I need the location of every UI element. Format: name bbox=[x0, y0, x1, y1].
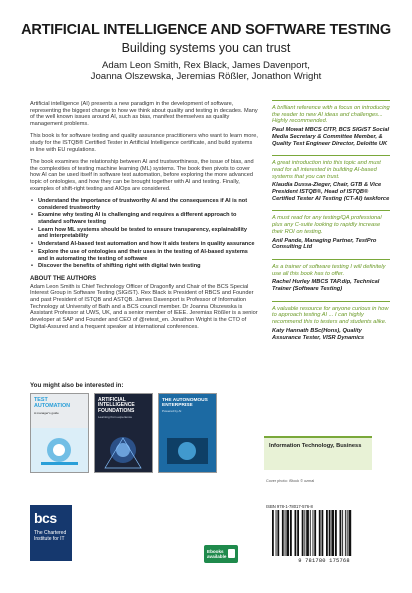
barcode-bar bbox=[272, 510, 274, 556]
divider bbox=[272, 259, 390, 260]
divider bbox=[272, 155, 390, 156]
barcode-bar bbox=[347, 510, 348, 556]
barcode-bar bbox=[342, 510, 343, 556]
barcode-bar bbox=[331, 510, 334, 556]
divider bbox=[272, 210, 390, 211]
barcode-bar bbox=[297, 510, 299, 556]
feature-item: • Understand AI-based test automation and how it aids testers in quality assurance bbox=[38, 241, 258, 248]
related-book-title: TEST AUTOMATION bbox=[34, 397, 71, 409]
related-book-title: THE AUTONOMOUS ENTERPRISE bbox=[162, 398, 208, 409]
barcode-bar bbox=[285, 510, 286, 556]
cover-artwork bbox=[95, 428, 152, 472]
divider bbox=[272, 301, 390, 302]
ebook-reader-icon bbox=[228, 549, 235, 558]
ebooks-available-badge[interactable] bbox=[204, 545, 238, 563]
feature-list bbox=[30, 198, 258, 270]
barcode-bar bbox=[340, 510, 342, 556]
bcs-logo bbox=[30, 505, 72, 561]
endorsement-quote: A valuable resource for anyone curious in how to approach testing AI ... I can highly recommend this to testers and students alike. bbox=[272, 305, 389, 326]
feature-item: • Understand the importance of trustworthy AI and the consequences if AI is not considered trustworthy bbox=[38, 198, 258, 211]
barcode-bar bbox=[304, 510, 305, 556]
barcode-bar bbox=[276, 510, 277, 556]
barcode-bar bbox=[322, 510, 324, 556]
endorsement-attribution: Klaudia Dussa-Zieger, Chair, GTB & Vice President ISTQB®, Head of ISTQB® Certified Tester AI Testing (CT-AI) taskforce bbox=[272, 182, 390, 202]
barcode-bar bbox=[302, 510, 304, 556]
authors bbox=[0, 60, 412, 82]
blurb-column bbox=[30, 101, 258, 336]
endorsement-attribution: Rachel Hurley MBCS TAP.dip, Technical Trainer (Software Testing) bbox=[272, 279, 380, 293]
blurb-paragraph-1: Artificial intelligence (AI) presents a new paradigm in the development of software, representing the biggest change to how we think about quality and testing in decades. Many of the well known issues around AI, such as bias, manifest themselves as quality management problems. bbox=[30, 101, 258, 128]
related-book-cover-ai-foundations[interactable] bbox=[94, 393, 153, 473]
ebook-label: Ebooks available bbox=[207, 549, 227, 559]
related-book-title: ARTIFICIAL INTELLIGENCE FOUNDATIONS bbox=[98, 397, 135, 414]
blurb-paragraph-2: This book is for software testing and quality assurance practitioners who want to learn more, study for the ISTQB® Certified Tester in Artificial Intelligence certificate, and build systems in line with EU regulations. bbox=[30, 133, 258, 153]
category-box bbox=[264, 436, 372, 470]
about-heading: ABOUT THE AUTHORS bbox=[30, 275, 97, 282]
isbn-barcode-block bbox=[266, 504, 382, 564]
endorsement-quote: A great introduction into this topic and must read for all interested in building AI-based systems that you can trust. bbox=[272, 160, 381, 180]
barcode-digits: 9 781780 175768 bbox=[298, 558, 350, 564]
barcode-bar bbox=[349, 510, 352, 556]
barcode-bar bbox=[314, 510, 316, 556]
barcode-bar bbox=[286, 510, 289, 556]
barcode-bar bbox=[277, 510, 279, 556]
barcode-bar bbox=[306, 510, 309, 556]
feature-item: • Explore the use of ontologies and their uses in the testing of AI-based systems and in automating the testing of software bbox=[38, 249, 258, 262]
barcode-bar bbox=[319, 510, 321, 556]
cover-credit: Cover photo: iStock © ozmal bbox=[266, 479, 315, 483]
endorsement-attribution: Anil Pande, Managing Partner, TestPro Consulting Ltd bbox=[272, 237, 377, 251]
divider bbox=[272, 100, 390, 101]
endorsements-column bbox=[272, 100, 390, 349]
endorsement-attribution: Katy Hannath BSc(Hons), Quality Assurance Tester, VISR Dynamics bbox=[272, 327, 365, 341]
authors-line-1: Adam Leon Smith, Rex Black, James Davenport, bbox=[102, 60, 310, 71]
barcode-bar bbox=[295, 510, 297, 556]
cover-artwork bbox=[31, 428, 88, 472]
book-title: ARTIFICIAL INTELLIGENCE AND SOFTWARE TESTING bbox=[21, 22, 391, 38]
barcode-bar bbox=[326, 510, 328, 556]
related-book-subtitle: Powered by AI bbox=[162, 409, 182, 413]
blurb-paragraph-3: The book examines the relationship between AI and trustworthiness, the issue of bias, and the complexities of testing machine learning (ML) systems. The book then pivots to cover how AI can be used itself in software test automation, before exploring the more advanced topic of ontologies, and how they can be brought together with AI and testing. Finally, examples of shift-right testing and AIOps are considered. bbox=[30, 158, 254, 192]
publisher-tagline: The Chartered Institute for IT bbox=[34, 530, 67, 542]
barcode-bar bbox=[282, 510, 284, 556]
about-text: Adam Leon Smith is Chief Technology Officer of Dragonfly and Chair of the BCS Special Interest Group in Software Testing (SIGiST). Rex Black is President of RBCS and Founder and past President of ISTQB and ASTQB. James Davenport is Professor of Information Technology at University of Bath and a BCS council member. Dr Joanna Olszewska is Assistant Professor at UWS, UK, and a senior member of IEEE. Jeremias Rößler is a senior developer at SAP and Founder and CEO of @retest_en. Jonathon Wright is the CTO of Digital-Assured and a frequent speaker at international conferences. bbox=[30, 283, 258, 330]
endorsement-quote: A must read for any testing/QA professional plus any C-suite looking to rapidly increase their ROI on testing. bbox=[272, 215, 382, 235]
feature-item: • Examine why testing AI is challenging and requires a different approach to standard software testing bbox=[38, 212, 258, 225]
barcode-bar bbox=[335, 510, 337, 556]
category-label: Information Technology, Business bbox=[269, 443, 362, 449]
barcode-bar bbox=[310, 510, 311, 556]
cover-artwork bbox=[159, 428, 216, 472]
authors-line-2: Joanna Olszewska, Jeremias Rößler, Jonathon Wright bbox=[90, 71, 322, 83]
related-book-subtitle: Learning from experience bbox=[98, 415, 133, 419]
feature-item: • Learn how ML systems should be tested to ensure transparency, explainability and interpretability bbox=[38, 227, 258, 240]
endorsement-attribution: Paul Mowat MBCS CITP, BCS SIGiST Social Media Secretary & Committee Member, & Quality Test Engineer Director, Deloitte UK bbox=[272, 127, 390, 147]
related-book-cover-test-automation[interactable] bbox=[30, 393, 89, 473]
related-books-heading: You might also be interested in: bbox=[30, 382, 124, 389]
endorsement-quote: As a trainer of software testing I will definitely use all this book has to offer. bbox=[272, 263, 386, 277]
related-book-subtitle: A manager's guide bbox=[34, 411, 59, 415]
barcode-bar bbox=[329, 510, 331, 556]
book-subtitle: Building systems you can trust bbox=[121, 41, 291, 55]
barcode bbox=[266, 510, 382, 557]
publisher-logo-text: bcs bbox=[34, 510, 57, 526]
barcode-bar bbox=[290, 510, 292, 556]
isbn-label: ISBN 978-1-78017-576-8 bbox=[266, 504, 313, 509]
feature-item: • Discover the benefits of shifting right with digital twin testing bbox=[38, 263, 258, 270]
barcode-bar bbox=[313, 510, 314, 556]
barcode-bar bbox=[345, 510, 346, 556]
endorsement-quote: A brilliant reference with a focus on introducing the reader to new AI ideas and challenges... Highly recommended. bbox=[272, 105, 390, 125]
related-book-cover-autonomous-enterprise[interactable] bbox=[158, 393, 217, 473]
